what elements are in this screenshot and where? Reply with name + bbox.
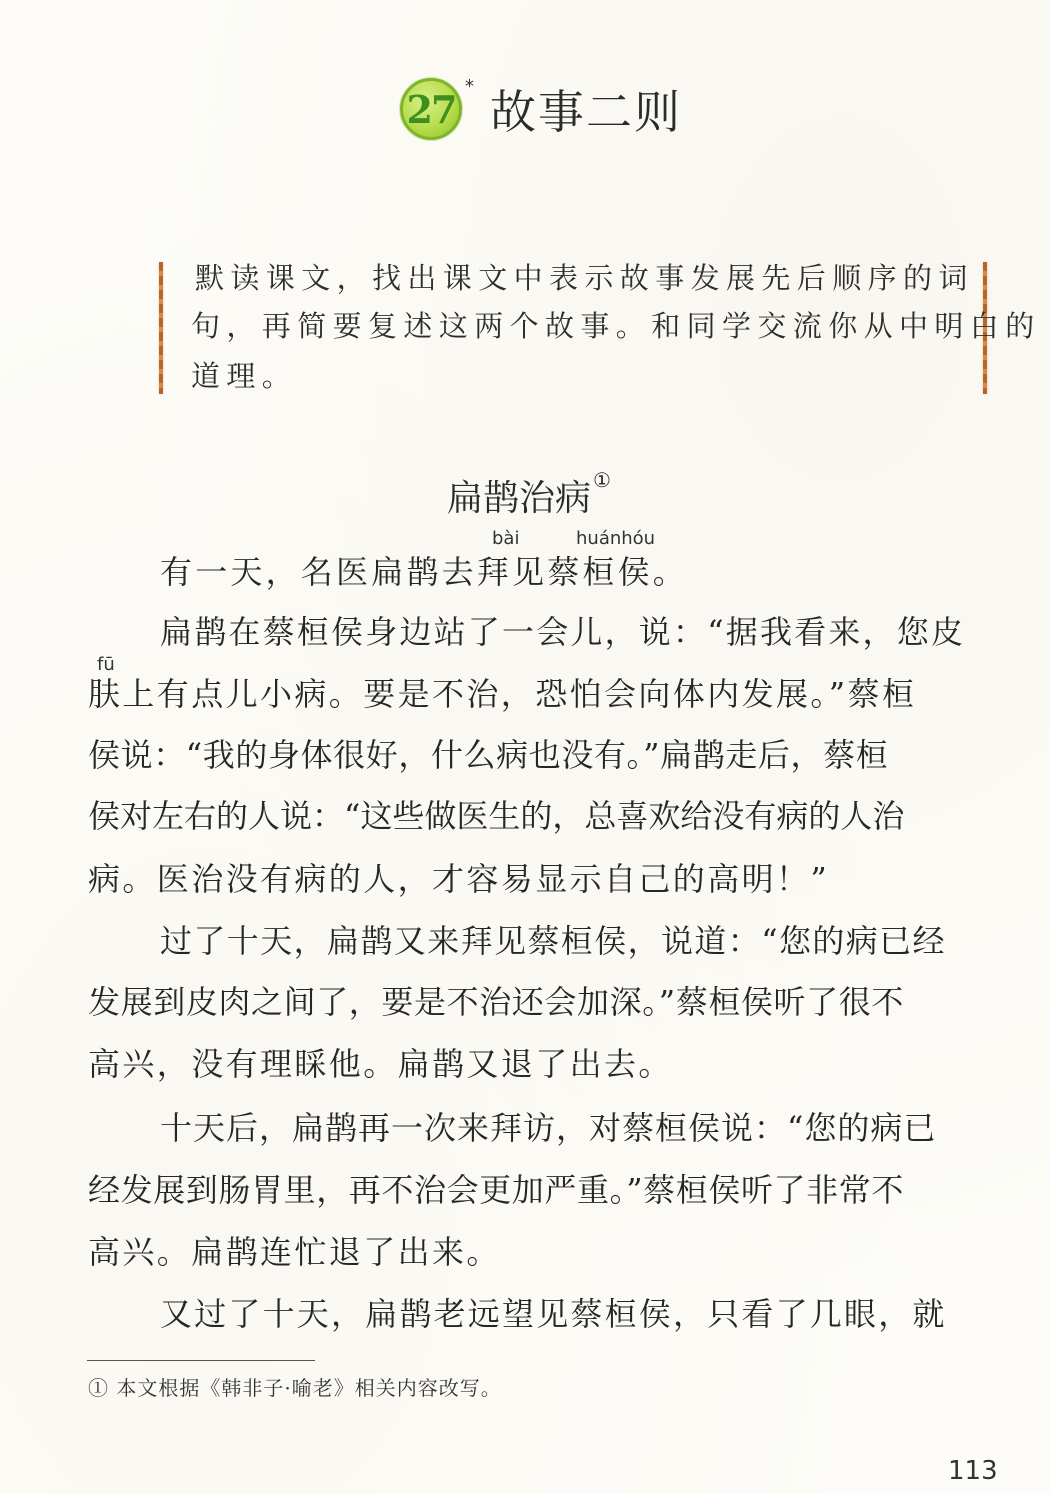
pinyin-fu: fū: [97, 654, 115, 675]
lesson-title: 故事二则: [490, 85, 682, 139]
story-line: 病。医治没有病的人，才容易显示自己的高明！”: [88, 860, 830, 898]
pinyin-huanhou: huánhóu: [576, 528, 656, 549]
instruction-left-bar: [159, 262, 163, 394]
page-number: 113: [948, 1456, 998, 1486]
lesson-number-badge: [400, 78, 462, 140]
instruction-line: 句，再简要复述这两个故事。和同学交流你从中明白的: [191, 309, 1041, 343]
lesson-header: [400, 74, 682, 144]
story-line: 发展到皮肉之间了，要是不治还会加深。”蔡桓侯听了很不: [88, 983, 904, 1021]
story-line: 十天后，扁鹊再一次来拜访，对蔡桓侯说：“您的病已: [160, 1109, 937, 1147]
story-line: 经发展到肠胃里，再不治会更加严重。”蔡桓侯听了非常不: [88, 1171, 904, 1209]
story-title-text: 扁鹊治病: [447, 478, 592, 519]
story-line: 高兴。扁鹊连忙退了出来。: [88, 1233, 501, 1271]
story-line: 肤上有点儿小病。要是不治，恐怕会向体内发展。”蔡桓: [88, 675, 917, 713]
pinyin-bai: bài: [492, 528, 520, 549]
footnote-reference[interactable]: ①: [593, 468, 611, 492]
story-line: 过了十天，扁鹊又来拜见蔡桓侯，说道：“您的病已经: [160, 922, 946, 960]
lesson-number: 27: [406, 86, 456, 132]
footnote-divider: [87, 1360, 315, 1361]
instruction-line: 道理。: [191, 359, 298, 393]
story-line: 又过了十天，扁鹊老远望见蔡桓侯，只看了几眼，就: [160, 1295, 947, 1333]
self-study-marker: *: [465, 76, 474, 97]
story-line: 高兴，没有理睬他。扁鹊又退了出去。: [88, 1045, 673, 1083]
story-line: 侯对左右的人说：“这些做医生的，总喜欢给没有病的人治: [88, 797, 905, 835]
instruction-line: 默读课文，找出课文中表示故事发展先后顺序的词: [195, 261, 974, 295]
story-line: 扁鹊在蔡桓侯身边站了一会儿，说：“据我看来，您皮: [160, 613, 966, 651]
story-line: 有一天，名医扁鹊去拜见蔡桓侯。: [160, 553, 689, 591]
footnote: ① 本文根据《韩非子·喻老》相关内容改写。: [88, 1376, 502, 1400]
story-line: 侯说：“我的身体很好，什么病也没有。”扁鹊走后，蔡桓: [88, 736, 889, 774]
reading-instruction-box: [153, 261, 1041, 394]
story-title: [447, 470, 611, 521]
